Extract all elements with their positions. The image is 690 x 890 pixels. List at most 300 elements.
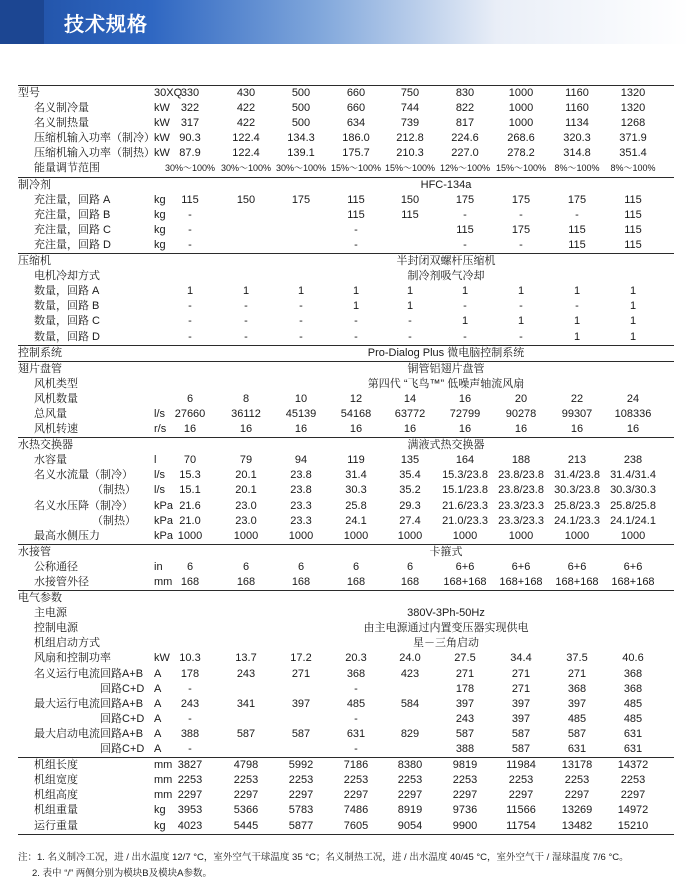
value-cell: 30.3 <box>345 484 367 497</box>
value-cell: 271 <box>455 667 475 680</box>
value-cell: 422 <box>236 117 256 130</box>
value-cell: 30.3/30.3 <box>610 484 656 497</box>
value-cell: - <box>408 330 412 343</box>
value-cell: - <box>354 330 358 343</box>
value-cell: 175 <box>567 193 587 206</box>
row-sublabel: 回路A+B <box>100 727 144 740</box>
spec-row <box>18 575 674 590</box>
value-cell: 271 <box>567 667 587 680</box>
row-label: 数量，回路 B <box>34 300 100 313</box>
value-cell: 115 <box>624 223 642 236</box>
value-cell: 1000 <box>620 529 646 542</box>
row-unit: kg <box>154 208 166 221</box>
value-cell: 25.8/25.8 <box>610 499 656 512</box>
row-label: 电机冷却方式 <box>34 270 100 283</box>
value-cell: 15.3 <box>179 469 201 482</box>
value-cell: 30.3/23.8 <box>554 484 600 497</box>
value-cell: 1 <box>629 330 637 343</box>
spec-row <box>18 712 674 727</box>
row-label: 名义水压降（制冷） <box>34 499 133 512</box>
value-cell: 8919 <box>397 804 423 817</box>
value-cell: 500 <box>291 117 311 130</box>
value-cell: 34.4 <box>510 652 532 665</box>
header-bar <box>0 0 690 44</box>
value-cell: 90278 <box>505 407 537 420</box>
spec-row <box>18 606 674 621</box>
value-cell: 2253 <box>288 774 314 787</box>
row-label: 充注量，回路 B <box>34 208 111 221</box>
spec-row <box>18 131 674 146</box>
value-cell: 37.5 <box>566 652 588 665</box>
value-cell: 115 <box>181 193 199 206</box>
value-cell: 168 <box>180 576 200 588</box>
footnote-1: 注：1. 名义制冷工况，进 / 出水温度 12/7 °C，室外空气干球温度 35 °C；名义制热工况，进 / 出水温度 40/45 °C，室外空气干 / 湿球温度 7/6 °C。 <box>18 852 629 863</box>
row-label: 机组长度 <box>34 759 78 772</box>
row-label: 机组高度 <box>34 789 78 802</box>
value-cell: - <box>244 315 248 328</box>
value-cell: 23.3 <box>290 514 312 527</box>
spec-row <box>18 727 674 742</box>
row-unit: kW <box>154 652 170 665</box>
value-cell: 368 <box>623 667 643 680</box>
value-cell: 11754 <box>506 819 536 832</box>
value-cell: 1160 <box>565 87 589 99</box>
value-cell: 1000 <box>288 529 314 542</box>
value-cell: 9900 <box>452 819 478 832</box>
value-cell: 12 <box>349 392 363 405</box>
spanning-value: 星－三角启动 <box>413 637 479 650</box>
value-cell: - <box>354 315 358 328</box>
value-cell: 587 <box>511 727 531 740</box>
value-cell: 45139 <box>285 407 317 420</box>
value-cell: - <box>299 300 303 313</box>
spec-row <box>18 407 674 422</box>
value-cell: 1 <box>186 285 194 298</box>
value-cell: 6+6 <box>455 560 475 573</box>
value-cell: 40.6 <box>622 652 644 665</box>
spec-row <box>18 560 674 575</box>
spanning-value: 半封闭双螺杆压缩机 <box>396 255 496 268</box>
value-cell: 631 <box>567 743 587 756</box>
value-cell: 388 <box>455 743 475 756</box>
row-unit: kg <box>154 223 166 236</box>
value-cell: 3953 <box>177 804 203 817</box>
spec-row <box>18 636 674 651</box>
value-cell: 1268 <box>620 117 646 130</box>
row-label: 数量，回路 D <box>34 330 100 343</box>
value-cell: 31.4/23.8 <box>554 469 600 482</box>
value-cell: 5366 <box>233 804 259 817</box>
row-label: 主电源 <box>34 607 67 620</box>
value-cell: 15.1 <box>179 484 201 497</box>
value-cell: - <box>188 315 192 328</box>
value-cell: 90.3 <box>179 132 201 145</box>
value-cell: 1 <box>573 330 581 343</box>
row-unit: kW <box>154 132 170 145</box>
value-cell: 23.3/23.3 <box>498 499 544 512</box>
value-cell: 587 <box>511 743 531 756</box>
value-cell: 20.3 <box>345 652 367 665</box>
value-cell: 2253 <box>233 774 259 787</box>
value-cell: - <box>188 300 192 313</box>
value-cell: 1 <box>461 315 469 328</box>
value-cell: 2297 <box>288 789 314 802</box>
row-label: 电气参数 <box>18 592 62 605</box>
row-label: 充注量，回路 A <box>34 193 111 206</box>
value-cell: 1 <box>406 300 414 313</box>
row-unit: kW <box>154 117 170 130</box>
row-unit: kW <box>154 147 170 160</box>
value-cell: 485 <box>346 697 366 710</box>
value-cell: 1 <box>406 285 414 298</box>
value-cell: 6 <box>297 560 305 573</box>
row-unit: 30XQ <box>154 87 183 99</box>
value-cell: 122.4 <box>232 147 260 160</box>
value-cell: 351.4 <box>619 147 647 160</box>
value-cell: - <box>463 208 467 221</box>
spec-row <box>18 788 674 803</box>
value-cell: 2297 <box>620 789 646 802</box>
value-cell: 178 <box>455 682 475 695</box>
value-cell: 23.3/23.3 <box>498 514 544 527</box>
value-cell: 30%～100% <box>275 163 327 174</box>
spec-row <box>18 223 674 238</box>
value-cell: 16 <box>458 423 472 436</box>
row-label: 名义运行电流 <box>34 667 100 680</box>
value-cell: 1 <box>629 285 637 298</box>
value-cell: 21.6 <box>179 499 201 512</box>
value-cell: - <box>244 300 248 313</box>
spec-row <box>18 468 674 483</box>
row-label: 水热交换器 <box>18 439 73 452</box>
value-cell: 16 <box>294 423 308 436</box>
value-cell: 21.6/23.3 <box>442 499 488 512</box>
value-cell: 23.8/23.8 <box>498 469 544 482</box>
value-cell: 175.7 <box>342 147 370 160</box>
value-cell: - <box>519 330 523 343</box>
value-cell: 500 <box>291 102 311 115</box>
spanning-value: 满液式热交换器 <box>407 439 485 452</box>
value-cell: 422 <box>236 102 256 115</box>
value-cell: 23.0 <box>235 499 257 512</box>
value-cell: 72799 <box>449 407 481 420</box>
value-cell: - <box>575 208 579 221</box>
value-cell: 23.0 <box>235 514 257 527</box>
value-cell: 2253 <box>343 774 369 787</box>
value-cell: 15.1/23.8 <box>442 484 488 497</box>
row-unit: l/s <box>154 484 165 497</box>
value-cell: 6 <box>186 560 194 573</box>
value-cell: 213 <box>567 454 587 467</box>
value-cell: - <box>299 315 303 328</box>
value-cell: 7605 <box>343 819 369 832</box>
value-cell: 25.8 <box>345 499 367 512</box>
spec-row <box>18 284 674 299</box>
value-cell: 15210 <box>617 819 649 832</box>
value-cell: 30%～100% <box>220 163 272 174</box>
value-cell: - <box>188 330 192 343</box>
value-cell: 150 <box>400 193 420 206</box>
value-cell: - <box>188 712 192 725</box>
value-cell: 1 <box>242 285 250 298</box>
value-cell: 330 <box>180 87 200 99</box>
value-cell: 119 <box>347 454 365 467</box>
value-cell: 115 <box>401 208 419 221</box>
row-unit: in <box>154 560 163 573</box>
value-cell: 1 <box>517 285 525 298</box>
row-label: 制冷剂 <box>18 178 51 191</box>
spanning-value: 第四代 “飞鸟™” 低噪声轴流风扇 <box>367 377 525 390</box>
value-cell: 175 <box>291 193 311 206</box>
value-cell: 397 <box>455 697 475 710</box>
value-cell: 2297 <box>397 789 423 802</box>
value-cell: 397 <box>511 697 531 710</box>
row-unit: kPa <box>154 499 173 512</box>
value-cell: 368 <box>567 682 587 695</box>
value-cell: - <box>519 300 523 313</box>
value-cell: 6 <box>186 392 194 405</box>
row-label: 风机转速 <box>34 423 78 436</box>
spec-row <box>18 453 674 468</box>
row-label: 压缩机 <box>18 255 51 268</box>
value-cell: 164 <box>455 454 475 467</box>
value-cell: - <box>354 223 358 236</box>
value-cell: 243 <box>180 697 200 710</box>
row-label: 最大启动电流 <box>34 727 100 740</box>
spec-row <box>18 803 674 818</box>
row-label: 翅片盘管 <box>18 362 62 375</box>
value-cell: 227.0 <box>451 147 479 160</box>
value-cell: 16 <box>514 423 528 436</box>
row-unit: mm <box>154 789 173 802</box>
value-cell: - <box>519 208 523 221</box>
row-label: 数量，回路 A <box>34 285 100 298</box>
value-cell: 168+168 <box>499 576 543 588</box>
spec-row <box>18 146 674 161</box>
value-cell: 22 <box>570 392 584 405</box>
value-cell: 108336 <box>614 407 652 420</box>
spanning-value: 卡箍式 <box>429 545 463 558</box>
value-cell: 16 <box>403 423 417 436</box>
spanning-value: 由主电源通过内置变压器实现供电 <box>363 622 529 635</box>
value-cell: 8%～100% <box>610 163 656 174</box>
row-label: 机组启动方式 <box>34 637 100 650</box>
value-cell: 423 <box>400 667 420 680</box>
footnote-2: 2. 表中 “/” 两侧分别为模块B及模块A参数。 <box>32 868 212 879</box>
spanning-value: 380V-3Ph-50Hz <box>407 607 485 620</box>
value-cell: 314.8 <box>563 147 591 160</box>
value-cell: - <box>463 238 467 251</box>
value-cell: 1000 <box>508 117 534 130</box>
value-cell: 1 <box>517 315 525 328</box>
row-label: 控制电源 <box>34 622 78 635</box>
value-cell: 7486 <box>343 804 369 817</box>
value-cell: 13482 <box>561 819 593 832</box>
value-cell: 6 <box>406 560 414 573</box>
spec-row <box>18 85 674 101</box>
value-cell: 8 <box>242 392 250 405</box>
value-cell: 2253 <box>620 774 646 787</box>
value-cell: 5445 <box>233 819 259 832</box>
value-cell: 16 <box>458 392 472 405</box>
spanning-value: Pro-Dialog Plus 微电脑控制系统 <box>367 346 525 359</box>
value-cell: 29.3 <box>399 499 421 512</box>
row-label: 控制系统 <box>18 346 62 359</box>
spec-row <box>18 514 674 529</box>
value-cell: 660 <box>346 87 366 99</box>
value-cell: 2253 <box>452 774 478 787</box>
value-cell: 830 <box>455 87 475 99</box>
spec-row <box>18 682 674 697</box>
value-cell: 175 <box>511 193 531 206</box>
row-sublabel: 回路A+B <box>100 667 144 680</box>
value-cell: 13178 <box>561 759 593 772</box>
value-cell: 1000 <box>564 529 590 542</box>
value-cell: 36112 <box>231 407 261 420</box>
value-cell: 397 <box>511 712 531 725</box>
value-cell: - <box>244 330 248 343</box>
value-cell: 1000 <box>508 87 534 99</box>
value-cell: 238 <box>623 454 643 467</box>
row-unit: mm <box>154 759 173 772</box>
value-cell: 30%～100% <box>164 163 216 174</box>
spec-row <box>18 177 674 193</box>
value-cell: 70 <box>183 454 197 467</box>
value-cell: 2253 <box>177 774 203 787</box>
row-label: 压缩机输入功率（制热） <box>34 147 155 160</box>
value-cell: 500 <box>291 87 311 99</box>
value-cell: 23.3 <box>290 499 312 512</box>
value-cell: 27.4 <box>399 514 421 527</box>
spec-row <box>18 773 674 788</box>
row-label: 型号 <box>18 87 40 99</box>
value-cell: 17.2 <box>290 652 312 665</box>
value-cell: 175 <box>455 193 475 206</box>
spanning-value: 制冷剂吸气冷却 <box>407 270 485 283</box>
spec-row <box>18 299 674 314</box>
spec-row <box>18 116 674 131</box>
spec-row <box>18 161 674 176</box>
row-unit: kPa <box>154 514 173 527</box>
spanning-value: 铜管铝翅片盘管 <box>407 362 485 375</box>
value-cell: 24.1 <box>345 514 367 527</box>
row-label: 最大运行电流 <box>34 697 100 710</box>
value-cell: 268.6 <box>507 132 535 145</box>
row-label: 充注量，回路 D <box>34 238 111 251</box>
row-label: 充注量，回路 C <box>34 223 111 236</box>
spec-row <box>18 651 674 666</box>
row-label: 风扇和控制功率 <box>34 652 111 665</box>
spec-row <box>18 269 674 284</box>
spec-row <box>18 757 674 773</box>
value-cell: 24 <box>626 392 640 405</box>
value-cell: 79 <box>239 454 253 467</box>
value-cell: 587 <box>455 727 475 740</box>
value-cell: 750 <box>400 87 420 99</box>
value-cell: 631 <box>623 743 643 756</box>
value-cell: 175 <box>511 223 531 236</box>
row-unit: A <box>154 667 162 680</box>
value-cell: 1 <box>352 300 360 313</box>
value-cell: 150 <box>236 193 256 206</box>
value-cell: - <box>575 300 579 313</box>
spec-row <box>18 529 674 544</box>
value-cell: 1 <box>461 285 469 298</box>
row-label: （制热） <box>92 484 136 497</box>
value-cell: 2297 <box>343 789 369 802</box>
row-label: 风机类型 <box>34 377 78 390</box>
row-sublabel: 回路A+B <box>100 697 144 710</box>
value-cell: 371.9 <box>619 132 647 145</box>
value-cell: - <box>354 712 358 725</box>
value-cell: 16 <box>349 423 363 436</box>
row-label: 风机数量 <box>34 392 78 405</box>
row-unit: mm <box>154 774 173 787</box>
row-unit: l <box>154 454 157 467</box>
value-cell: 122.4 <box>232 132 260 145</box>
value-cell: 320.3 <box>563 132 591 145</box>
row-label: 运行重量 <box>34 819 78 832</box>
spec-row <box>18 193 674 208</box>
row-label: 名义制热量 <box>34 117 89 130</box>
value-cell: 115 <box>568 238 586 251</box>
value-cell: 485 <box>567 712 587 725</box>
value-cell: 135 <box>400 454 420 467</box>
value-cell: 115 <box>347 208 365 221</box>
value-cell: - <box>188 223 192 236</box>
value-cell: 322 <box>180 102 200 115</box>
spec-row <box>18 819 674 835</box>
row-label: 数量，回路 C <box>34 315 100 328</box>
value-cell: - <box>188 743 192 756</box>
value-cell: 168 <box>346 576 366 588</box>
value-cell: 2297 <box>233 789 259 802</box>
spec-row <box>18 437 674 453</box>
value-cell: 6+6 <box>623 560 643 573</box>
row-unit: A <box>154 682 162 695</box>
value-cell: 2297 <box>564 789 590 802</box>
value-cell: 341 <box>236 697 256 710</box>
value-cell: 115 <box>624 208 642 221</box>
value-cell: 2297 <box>177 789 203 802</box>
value-cell: 23.8 <box>290 469 312 482</box>
value-cell: 1 <box>629 315 637 328</box>
value-cell: 4023 <box>177 819 203 832</box>
value-cell: 16 <box>183 423 197 436</box>
value-cell: - <box>188 238 192 251</box>
value-cell: 115 <box>568 223 586 236</box>
row-sublabel: 回路C+D <box>100 682 145 695</box>
value-cell: 15.3/23.8 <box>442 469 488 482</box>
value-cell: 99307 <box>561 407 593 420</box>
row-label: 最高水侧压力 <box>34 529 100 542</box>
value-cell: 139.1 <box>287 147 315 160</box>
value-cell: 5877 <box>288 819 314 832</box>
value-cell: 168+168 <box>443 576 487 588</box>
value-cell: 388 <box>180 727 200 740</box>
value-cell: 1320 <box>620 87 646 99</box>
value-cell: 397 <box>567 697 587 710</box>
value-cell: - <box>188 208 192 221</box>
value-cell: 168 <box>236 576 256 588</box>
value-cell: 12%～100% <box>439 163 491 174</box>
value-cell: 186.0 <box>342 132 370 145</box>
value-cell: 2297 <box>508 789 534 802</box>
value-cell: 115 <box>347 193 365 206</box>
value-cell: 11984 <box>506 759 536 772</box>
value-cell: 2297 <box>452 789 478 802</box>
spec-row <box>18 697 674 712</box>
